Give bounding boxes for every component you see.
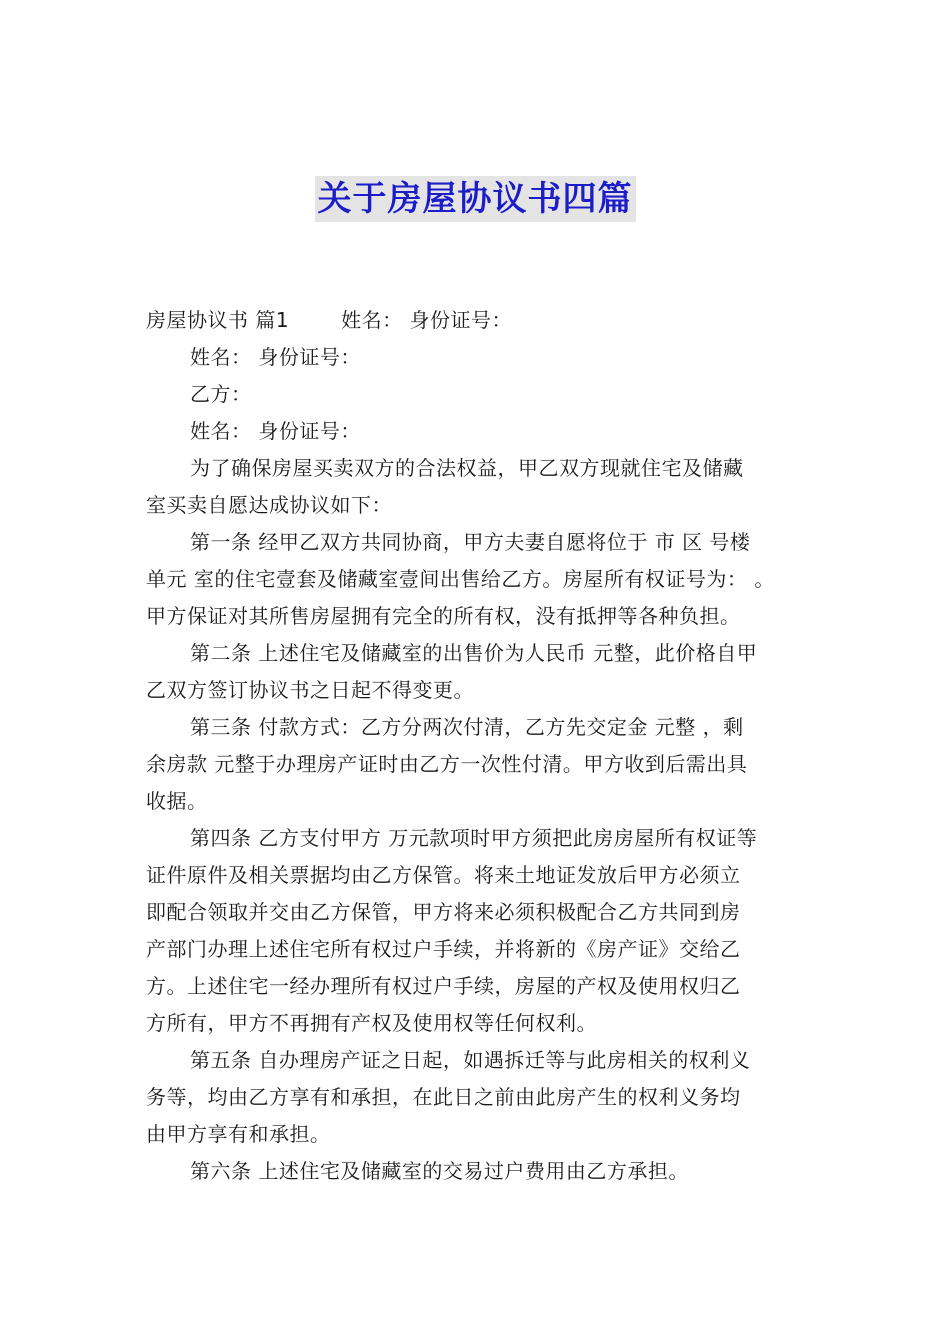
paragraph-line: 第五条 自办理房产证之日起，如遇拆迁等与此房相关的权利义 (190, 1048, 751, 1072)
party-b-label: 乙方： (190, 382, 252, 406)
paragraph-article-2 (146, 635, 816, 709)
paragraph-line: 方。上述住宅一经办理所有权过户手续，房屋的产权及使用权归乙 (146, 974, 741, 998)
paragraph-article-3 (146, 709, 816, 820)
section-heading: 房屋协议书 篇1 (146, 308, 290, 332)
paragraph-line: 务等，均由乙方享有和承担，在此日之前由此房产生的权利义务均 (146, 1085, 741, 1109)
paragraph-article-4 (146, 820, 816, 1042)
paragraph-line: 证件原件及相关票据均由乙方保管。将来土地证发放后甲方必须立 (146, 863, 741, 887)
paragraph-article-1 (146, 524, 816, 635)
document-body (146, 302, 816, 1190)
paragraph-article-5 (146, 1042, 816, 1153)
name-id-line: 姓名： 身份证号： (190, 419, 361, 443)
paragraph-line: 收据。 (146, 789, 208, 813)
paragraph-line: 单元 室的住宅壹套及储藏室壹间出售给乙方。房屋所有权证号为： 。 (146, 567, 775, 591)
paragraph-article-6 (146, 1153, 816, 1190)
paragraph-line: 即配合领取并交由乙方保管，甲方将来必须积极配合乙方共同到房 (146, 900, 741, 924)
paragraph-line: 产部门办理上述住宅所有权过户手续，并将新的《房产证》交给乙 (146, 937, 741, 961)
paragraph-line: 第三条 付款方式：乙方分两次付清，乙方先交定金 元整 ，剩 (190, 715, 744, 739)
paragraph-line: 由甲方享有和承担。 (146, 1122, 331, 1146)
paragraph-line: 第四条 乙方支付甲方 万元款项时甲方须把此房房屋所有权证等 (190, 826, 758, 850)
paragraph-line: 余房款 元整于办理房产证时由乙方一次性付清。甲方收到后需出具 (146, 752, 748, 776)
name-id-line: 姓名： 身份证号： (190, 345, 361, 369)
first-line (146, 302, 816, 339)
paragraph-intro (146, 450, 816, 524)
paragraph-line: 为了确保房屋买卖双方的合法权益，甲乙双方现就住宅及储藏 (190, 456, 744, 480)
title-container (0, 176, 950, 222)
paragraph-line: 第一条 经甲乙双方共同协商，甲方夫妻自愿将位于 市 区 号楼 (190, 530, 751, 554)
paragraph-line: 乙双方签订协议书之日起不得变更。 (146, 678, 474, 702)
paragraph-line: 甲方保证对其所售房屋拥有完全的所有权，没有抵押等各种负担。 (146, 604, 741, 628)
paragraph-line: 室买卖自愿达成协议如下： (146, 493, 392, 517)
party-a-name-id-label: 姓名： 身份证号： (341, 308, 512, 332)
document-title: 关于房屋协议书四篇 (315, 176, 636, 222)
paragraph-line: 方所有，甲方不再拥有产权及使用权等任何权利。 (146, 1011, 597, 1035)
paragraph-line: 第六条 上述住宅及储藏室的交易过户费用由乙方承担。 (190, 1159, 689, 1183)
paragraph-line: 第二条 上述住宅及储藏室的出售价为人民币 元整，此价格自甲 (190, 641, 758, 665)
